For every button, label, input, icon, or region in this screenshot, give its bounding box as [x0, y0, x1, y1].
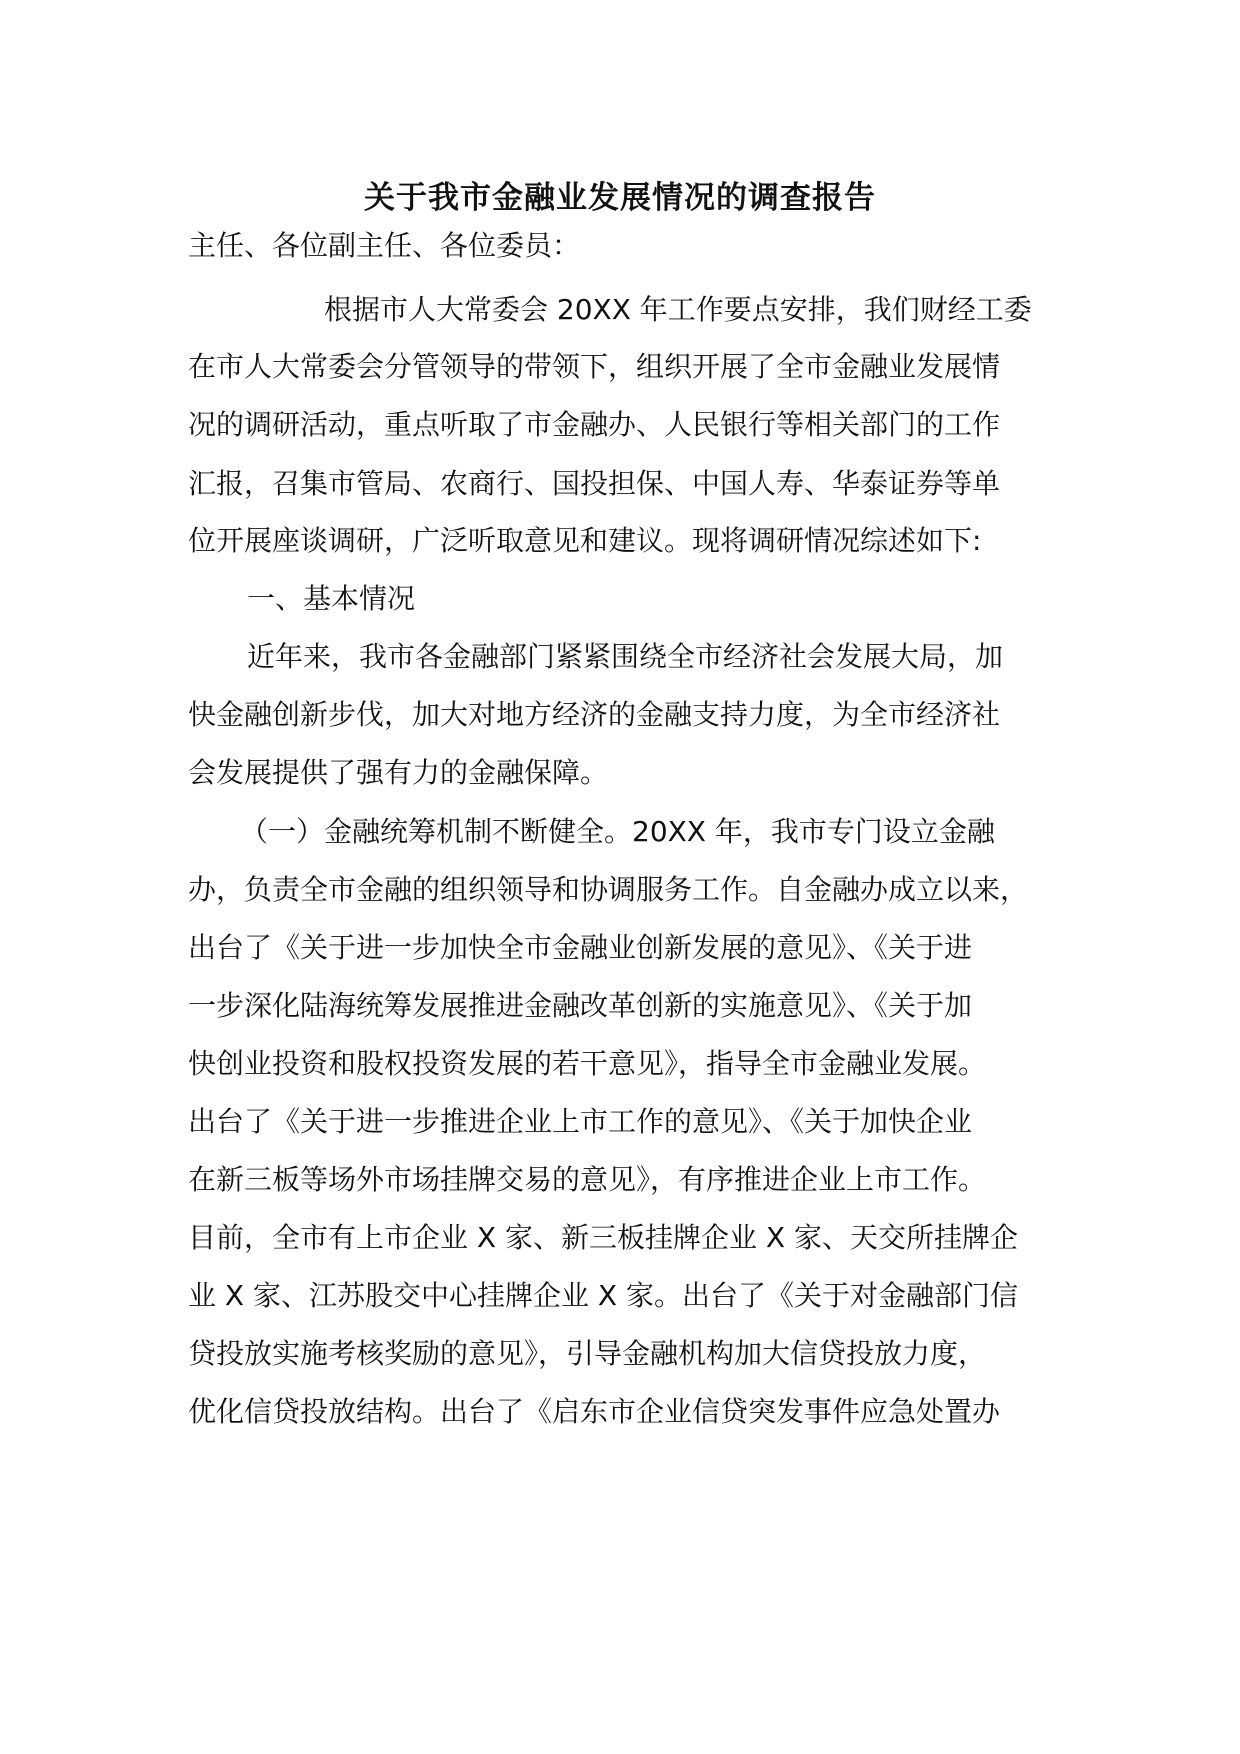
body-line: 快金融创新步伐，加大对地方经济的金融支持力度，为全市经济社 [188, 698, 1001, 731]
body-line: 汇报，召集市管局、农商行、国投担保、中国人寿、华泰证券等单 [188, 467, 1001, 500]
body-line: 快创业投资和股权投资发展的若干意见》，指导全市金融业发展。 [188, 1047, 987, 1080]
body-line: 位开展座谈调研，广泛听取意见和建议。现将调研情况综述如下: [188, 524, 982, 557]
body-line: 贷投放实施考核奖励的意见》，引导金融机构加大信贷投放力度， [188, 1337, 987, 1370]
body-line: 一步深化陆海统筹发展推进金融改革创新的实施意见》、《关于加 [188, 989, 973, 1022]
subsection-line: （一）金融统筹机制不断健全。20XX 年，我市专门设立金融 [240, 815, 995, 848]
section-heading: 一、基本情况 [247, 582, 416, 615]
salutation-line: 主任、各位副主任、各位委员： [188, 229, 581, 262]
body-line: 根据市人大常委会 20XX 年工作要点安排，我们财经工委 [324, 293, 1032, 326]
body-line: 业 X 家、江苏股交中心挂牌企业 X 家。出台了《关于对金融部门信 [188, 1279, 1018, 1312]
document-title: 关于我市金融业发展情况的调查报告 [364, 180, 876, 216]
body-line: 出台了《关于进一步加快全市金融业创新发展的意见》、《关于进 [188, 931, 973, 964]
body-line: 在新三板等场外市场挂牌交易的意见》，有序推进企业上市工作。 [188, 1163, 987, 1196]
body-line: 优化信贷投放结构。出台了《启东市企业信贷突发事件应急处置办 [188, 1395, 1001, 1428]
body-line: 办，负责全市金融的组织领导和协调服务工作。自金融办成立以来， [188, 873, 1029, 906]
body-line: 近年来，我市各金融部门紧紧围绕全市经济社会发展大局，加 [247, 640, 1004, 673]
body-line: 在市人大常委会分管领导的带领下，组织开展了全市金融业发展情 [188, 350, 1001, 383]
body-line: 况的调研活动，重点听取了市金融办、人民银行等相关部门的工作 [188, 408, 1001, 441]
body-line: 出台了《关于进一步推进企业上市工作的意见》、《关于加快企业 [188, 1105, 973, 1138]
body-line: 目前，全市有上市企业 X 家、新三板挂牌企业 X 家、天交所挂牌企 [188, 1221, 1018, 1254]
body-line: 会发展提供了强有力的金融保障。 [188, 756, 609, 789]
